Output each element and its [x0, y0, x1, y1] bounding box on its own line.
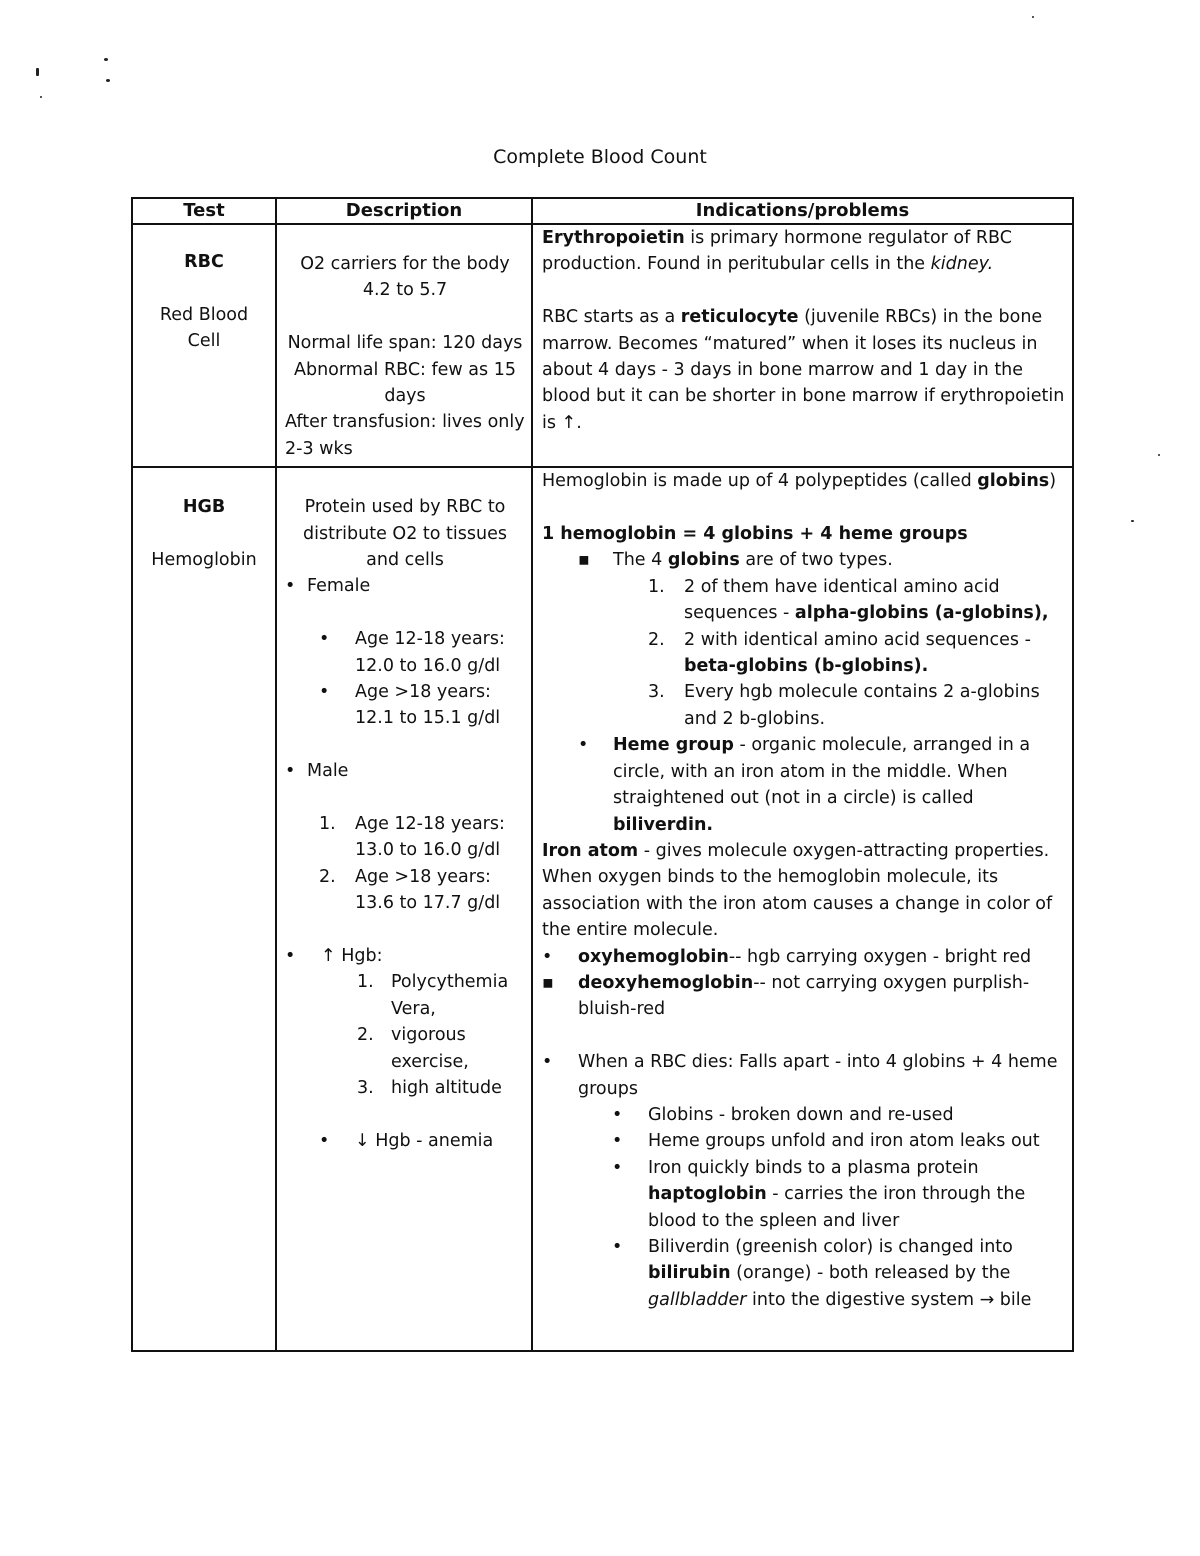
hgb-indications-cell — [532, 467, 1073, 1351]
female-range-item: • Age 12-18 years: 12.0 to 16.0 g/dl — [319, 629, 505, 676]
hgb-protein: Protein used by RBC to distribute O2 to tissues and cells — [303, 497, 507, 571]
hgb-row — [132, 467, 1073, 1351]
globins-reuse-item: • Globins - broken down and re-used — [612, 1104, 954, 1125]
rbc-transfusion: After transfusion: lives only 2-3 wks — [285, 412, 525, 459]
scan-speck — [36, 68, 39, 76]
page-title: Complete Blood Count — [493, 146, 707, 168]
hgb-formula: 1 hemoglobin = 4 globins + 4 heme groups — [542, 524, 968, 545]
high-hgb-cause: 2. vigorous exercise, — [357, 1025, 469, 1072]
rbc-abbr: RBC — [184, 252, 224, 272]
rbc-test-cell — [132, 224, 276, 467]
female-item: • Female — [285, 576, 371, 597]
rbc-row — [132, 224, 1073, 467]
iron-atom-text: Iron atom - gives molecule oxygen-attracting properties. When oxygen binds to the hemoglobin molecule, its association with the iron atom causes a change in color of the entire molecule. — [542, 840, 1053, 941]
female-range-item: • Age >18 years: 12.1 to 15.1 g/dl — [319, 682, 501, 729]
hgb-name: Hemoglobin — [151, 550, 257, 571]
globin-types-item: ▪ The 4 globins are of two types. — [578, 550, 893, 571]
scan-speck — [1032, 16, 1034, 18]
heme-unfold-item: • Heme groups unfold and iron atom leaks out — [612, 1131, 1040, 1152]
scan-speck — [1131, 520, 1134, 522]
rbc-description-cell — [276, 224, 532, 467]
rbc-abnormal: Abnormal RBC: few as 15 days — [294, 359, 516, 407]
cbc-table — [131, 197, 1074, 1352]
deoxyhemoglobin-item: ▪ deoxyhemoglobin-- not carrying oxygen purplish-bluish-red — [542, 972, 1030, 1020]
hgb-abbr: HGB — [182, 497, 226, 518]
rbc-carrier: O2 carriers for the body — [300, 254, 510, 274]
scan-speck — [40, 96, 42, 98]
rbc-range: 4.2 to 5.7 — [362, 280, 448, 301]
male-range-item: 2. Age >18 years: 13.6 to 17.7 g/dl — [319, 866, 501, 914]
low-hgb-item: • ↓ Hgb - anemia — [319, 1130, 494, 1151]
alpha-globin-item: 1. 2 of them have identical amino acid sequences - alpha-globins (a-globins), — [648, 576, 1049, 624]
high-hgb-cause: 1. Polycythemia Vera, — [357, 972, 509, 1019]
rbc-indications-cell — [532, 224, 1073, 467]
rbc-dies-item: • When a RBC dies: Falls apart - into 4 globins + 4 heme groups — [542, 1052, 1058, 1099]
scan-speck — [1158, 454, 1160, 456]
every-hgb-item: 3. Every hgb molecule contains 2 a-globins and 2 b-globins. — [648, 682, 1040, 729]
header-row — [132, 198, 1073, 224]
bilirubin-item: • Biliverdin (greenish color) is changed into bilirubin (orange) - both released by the gallbladder into the digestive system → bile — [612, 1236, 1032, 1310]
high-hgb-item: • ↑ Hgb: — [285, 946, 383, 967]
oxyhemoglobin-item: • oxyhemoglobin-- hgb carrying oxygen - bright red — [542, 946, 1032, 967]
hgb-description-cell — [276, 467, 532, 1351]
rbc-reticulocyte: RBC starts as a reticulocyte (juvenile RBCs) in the bone marrow. Becomes “matured” when it loses its nucleus in about 4 days - 3 days in bone marrow and 1 day in the blood but it can be shorter in bone marrow if erythropoietin is ↑. — [542, 307, 1065, 433]
heme-group-item: • Heme group - organic molecule, arranged in a circle, with an iron atom in the middle. When straightened out (not in a circle) is called biliverdin. — [578, 735, 1031, 835]
hgb-intro: Hemoglobin is made up of 4 polypeptides (called globins) — [542, 471, 1057, 492]
male-item: • Male — [285, 761, 349, 782]
header-test: Test — [132, 198, 276, 224]
rbc-epo: Erythropoietin is primary hormone regulator of RBC production. Found in peritubular cells in the kidney. — [542, 228, 1012, 275]
haptoglobin-item: • Iron quickly binds to a plasma protein haptoglobin - carries the iron through the blood to the spleen and liver — [612, 1157, 1026, 1231]
scan-speck — [106, 79, 110, 82]
header-description: Description — [276, 198, 532, 224]
rbc-name: Red Blood Cell — [159, 304, 249, 352]
hgb-test-cell — [132, 467, 276, 1351]
beta-globin-item: 2. 2 with identical amino acid sequences - beta-globins (b-globins). — [648, 629, 1031, 677]
high-hgb-cause: 3. high altitude — [357, 1078, 502, 1099]
scan-speck — [104, 58, 108, 61]
male-range-item: 1. Age 12-18 years: 13.0 to 16.0 g/dl — [319, 814, 505, 861]
header-indications: Indications/problems — [532, 198, 1073, 224]
rbc-life-span: Normal life span: 120 days — [287, 333, 523, 354]
